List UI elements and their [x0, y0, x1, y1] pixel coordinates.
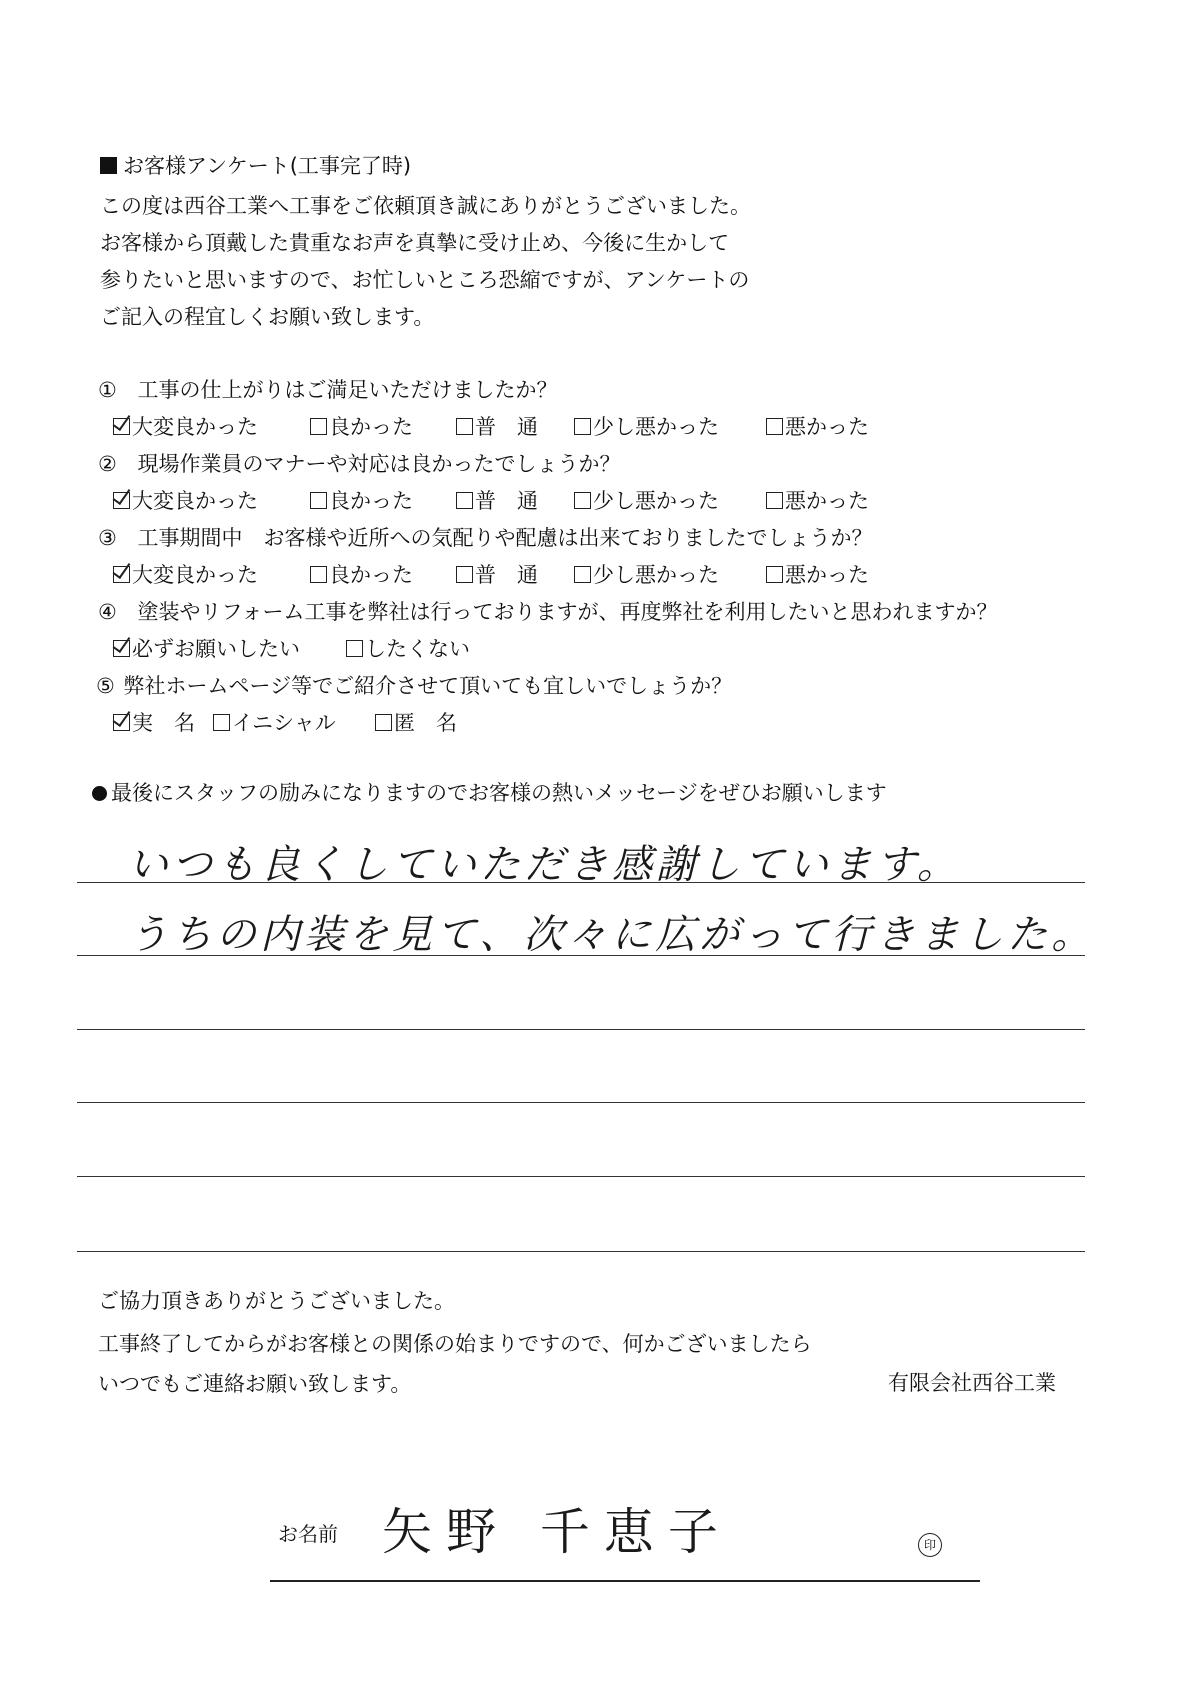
checkbox-icon[interactable] — [310, 566, 327, 583]
checkbox-icon[interactable] — [574, 492, 591, 509]
checkbox-icon[interactable] — [310, 492, 327, 509]
option-label: 悪かった — [785, 489, 869, 513]
option-label: 良かった — [329, 415, 413, 439]
message-title — [92, 777, 887, 807]
checkbox-icon[interactable] — [456, 566, 473, 583]
checkbox-icon[interactable] — [456, 492, 473, 509]
checkbox-icon[interactable] — [213, 714, 230, 731]
question-3-option-3[interactable] — [456, 559, 538, 589]
option-label: 悪かった — [785, 563, 869, 587]
question-number: ④ — [98, 600, 117, 624]
question-2-option-2[interactable] — [310, 485, 413, 515]
intro-text — [100, 188, 751, 336]
option-label: したくない — [365, 637, 470, 661]
message-rule-line — [77, 955, 1085, 956]
checkbox-icon[interactable] — [310, 418, 327, 435]
checkbox-checked-icon[interactable] — [113, 566, 130, 583]
question-1-option-1[interactable] — [113, 411, 258, 441]
thanks-line-1: ご協力頂きありがとうございました。 — [98, 1289, 455, 1313]
company-name: 有限会社西谷工業 — [888, 1371, 1056, 1395]
option-label: 良かった — [329, 489, 413, 513]
question-5-option-2[interactable] — [213, 707, 336, 737]
question-number: ③ — [98, 526, 117, 550]
checkbox-checked-icon[interactable] — [113, 418, 130, 435]
question-text: 弊社ホームページ等でご紹介させて頂いても宜しいでしょうか？ — [123, 674, 733, 698]
question-text: 塗装やリフォーム工事を弊社は行っておりますが、再度弊社を利用したいと思われますか？ — [137, 600, 998, 624]
question-text: 現場作業員のマナーや対応は良かったでしょうか？ — [137, 452, 621, 476]
option-label: 普 通 — [475, 415, 538, 439]
message-rule-line — [77, 1102, 1085, 1103]
option-label: イニシャル — [232, 711, 336, 735]
question-number: ① — [98, 378, 117, 402]
seal-mark-icon: 印 — [918, 1533, 942, 1557]
message-rule-line — [77, 1029, 1085, 1030]
question-1 — [98, 374, 558, 404]
handwritten-message-line-2: うちの内装を見て、次々に広がって行きました。 — [128, 912, 1096, 958]
name-label: お名前 — [278, 1522, 338, 1546]
question-3-option-1[interactable] — [113, 559, 258, 589]
question-4-option-1[interactable] — [113, 633, 300, 663]
intro-line: ご記入の程宜しくお願い致します。 — [100, 305, 435, 329]
question-5 — [96, 670, 732, 700]
name-underline — [270, 1580, 980, 1582]
question-1-option-2[interactable] — [310, 411, 413, 441]
question-3-option-5[interactable] — [766, 559, 869, 589]
checkbox-checked-icon[interactable] — [113, 640, 130, 657]
handwritten-message-line-1: いつも良くしていただき感謝しています。 — [128, 842, 961, 888]
option-label: 普 通 — [475, 489, 538, 513]
question-2-option-1[interactable] — [113, 485, 258, 515]
question-3-option-4[interactable] — [574, 559, 719, 589]
message-rule-line — [77, 882, 1085, 883]
option-label: 悪かった — [785, 415, 869, 439]
option-label: 大変良かった — [132, 415, 258, 439]
checkbox-icon[interactable] — [346, 640, 363, 657]
question-text: 工事期間中 お客様や近所への気配りや配慮は出来ておりましたでしょうか？ — [137, 526, 873, 550]
intro-line: この度は西谷工業へ工事をご依頼頂き誠にありがとうございました。 — [100, 194, 751, 218]
question-text: 工事の仕上がりはご満足いただけましたか？ — [137, 378, 558, 402]
checkbox-icon[interactable] — [456, 418, 473, 435]
option-label: 少し悪かった — [593, 415, 719, 439]
message-rule-line — [77, 1251, 1085, 1252]
option-label: 少し悪かった — [593, 489, 719, 513]
checkbox-icon[interactable] — [574, 418, 591, 435]
checkbox-checked-icon[interactable] — [113, 492, 130, 509]
option-label: 大変良かった — [132, 563, 258, 587]
intro-line: お客様から頂戴した貴重なお声を真摯に受け止め、今後に生かして — [100, 231, 730, 255]
option-label: 良かった — [329, 563, 413, 587]
intro-line: 参りたいと思いますので、お忙しいところ恐縮ですが、アンケートの — [100, 268, 750, 292]
question-2-option-5[interactable] — [766, 485, 869, 515]
question-1-option-3[interactable] — [456, 411, 538, 441]
thanks-line-3: いつでもご連絡お願い致します。 — [98, 1372, 412, 1396]
question-number: ② — [98, 452, 117, 476]
option-label: 少し悪かった — [593, 563, 719, 587]
question-1-option-4[interactable] — [574, 411, 719, 441]
checkbox-icon[interactable] — [766, 492, 783, 509]
thanks-line-2: 工事終了してからがお客様との関係の始まりですので、何かございましたら — [98, 1332, 812, 1356]
question-5-option-3[interactable] — [375, 707, 457, 737]
question-2-option-4[interactable] — [574, 485, 719, 515]
question-3-option-2[interactable] — [310, 559, 413, 589]
handwritten-signature: 矢野 千恵子 — [382, 1503, 732, 1561]
checkbox-icon[interactable] — [574, 566, 591, 583]
survey-title-text: お客様アンケート(工事完了時) — [123, 154, 412, 178]
question-5-option-1[interactable] — [113, 707, 195, 737]
checkbox-checked-icon[interactable] — [113, 714, 130, 731]
square-bullet-icon — [100, 157, 117, 174]
question-2 — [98, 448, 621, 478]
message-title-text: 最後にスタッフの励みになりますのでお客様の熱いメッセージをぜひお願いします — [111, 781, 887, 805]
option-label: 普 通 — [475, 563, 538, 587]
option-label: 必ずお願いしたい — [132, 637, 300, 661]
checkbox-icon[interactable] — [375, 714, 392, 731]
checkbox-icon[interactable] — [766, 566, 783, 583]
question-1-option-5[interactable] — [766, 411, 869, 441]
question-2-option-3[interactable] — [456, 485, 538, 515]
question-3 — [98, 522, 873, 552]
question-number: ⑤ — [96, 674, 115, 698]
message-rule-line — [77, 1176, 1085, 1177]
option-label: 実 名 — [132, 711, 195, 735]
survey-title — [100, 150, 411, 180]
circle-bullet-icon — [92, 786, 107, 801]
option-label: 大変良かった — [132, 489, 258, 513]
option-label: 匿 名 — [394, 711, 457, 735]
question-4 — [98, 596, 997, 626]
checkbox-icon[interactable] — [766, 418, 783, 435]
question-4-option-2[interactable] — [346, 633, 470, 663]
